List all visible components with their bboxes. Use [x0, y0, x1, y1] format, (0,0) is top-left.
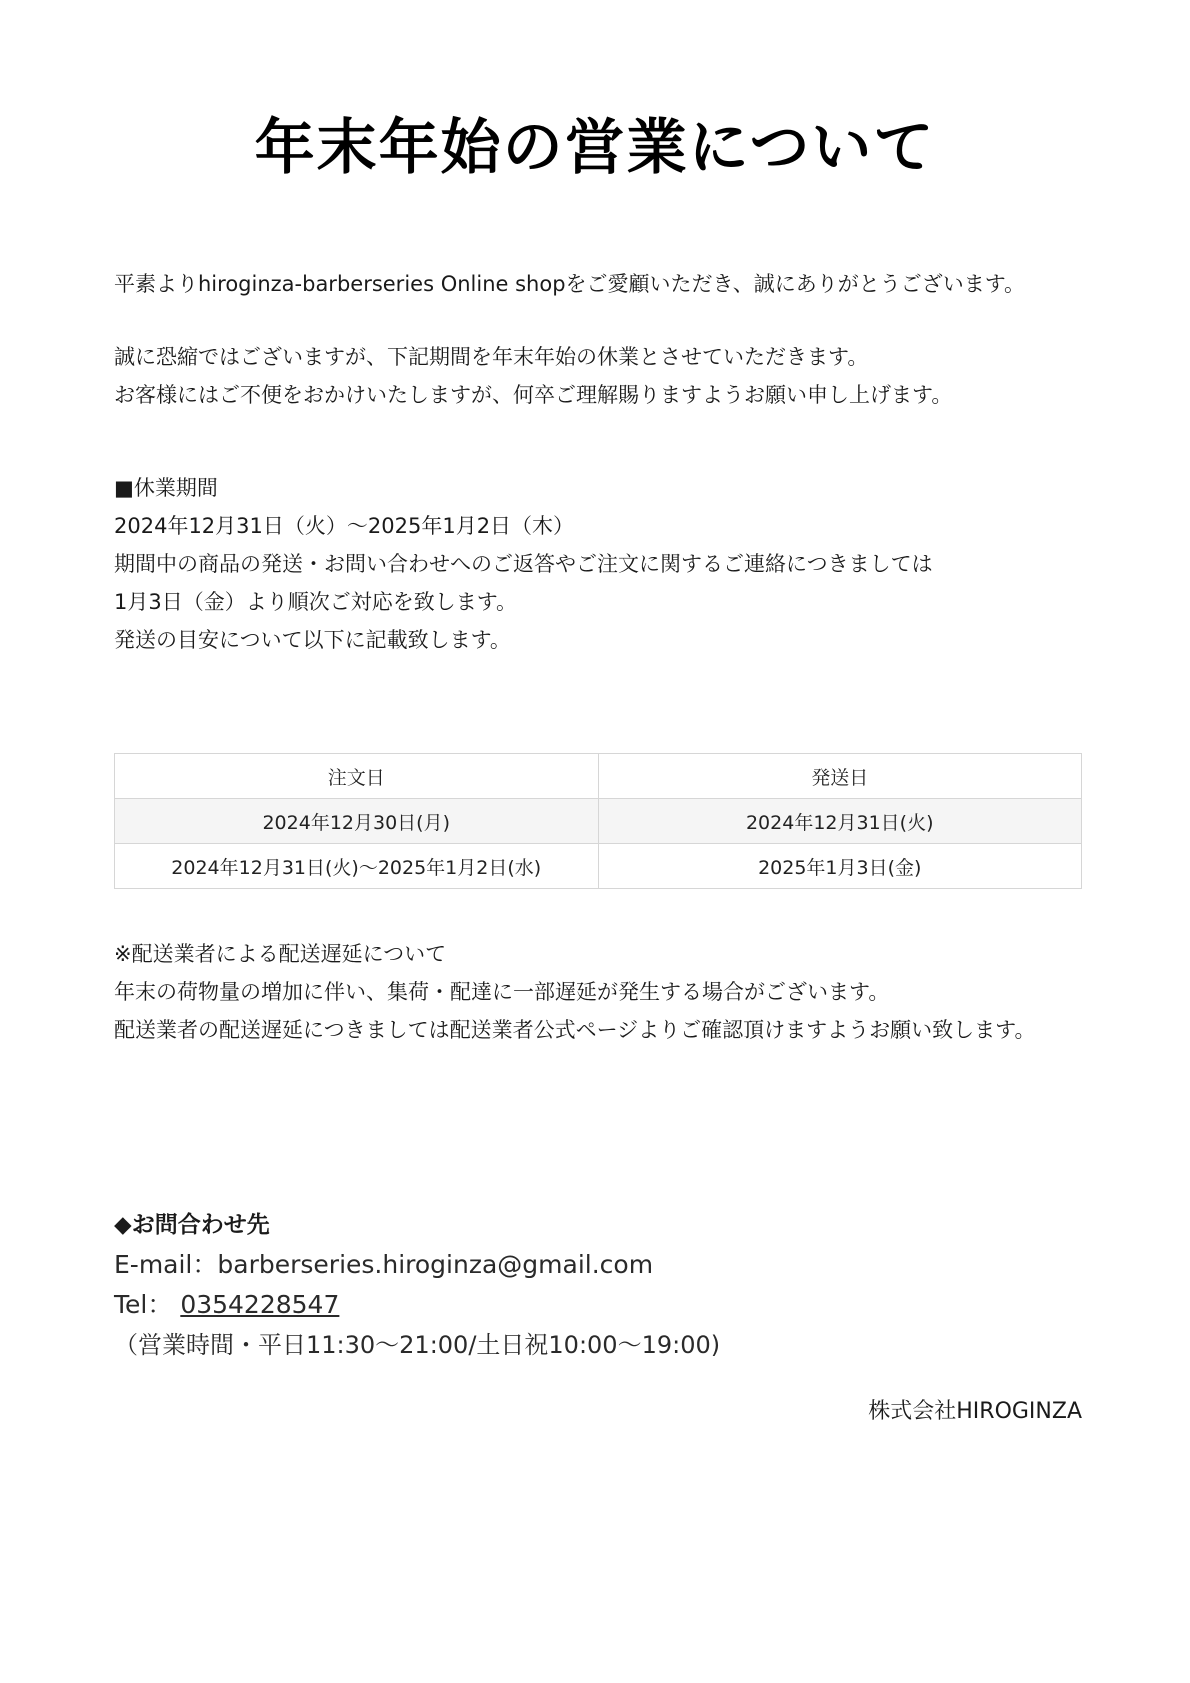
- table-header-row: [115, 754, 1082, 799]
- tel-label: Tel：: [114, 1290, 173, 1319]
- closure-heading: ■休業期間: [114, 476, 218, 500]
- delay-line-2: 配送業者の配送遅延につきましては配送業者公式ページよりご確認頂けますようお願い致します。: [114, 1018, 1036, 1042]
- page-title: 年末年始の営業について: [254, 113, 936, 183]
- closure-section: [114, 469, 1094, 659]
- closure-line-3: 発送の目安について以下に記載致します。: [114, 628, 511, 652]
- table-row: [115, 844, 1082, 889]
- header-ship-date: 発送日: [598, 754, 1082, 799]
- closure-line-1: 期間中の商品の発送・お問い合わせへのご返答やご注文に関するご連絡につきましては: [114, 552, 933, 576]
- order-date-cell: 2024年12月30日(月): [115, 799, 599, 844]
- closure-line-2: 1月3日（金）より順次ご対応を致します。: [114, 590, 518, 614]
- delay-notice: [114, 935, 1094, 1049]
- header-order-date: 注文日: [115, 754, 599, 799]
- apology-paragraph: [114, 338, 1094, 414]
- intro-paragraph: [114, 265, 1094, 303]
- business-hours: （営業時間・平日11:30〜21:00/土日祝10:00〜19:00): [114, 1331, 721, 1359]
- tel-line: [114, 1285, 1094, 1325]
- apology-line-2: お客様にはご不便をおかけいたしますが、何卒ご理解賜りますようお願い申し上げます。: [114, 383, 953, 407]
- table-row: [115, 799, 1082, 844]
- shipping-schedule-table: [114, 753, 1082, 889]
- ship-date-cell: 2024年12月31日(火): [598, 799, 1082, 844]
- ship-date-cell: 2025年1月3日(金): [598, 844, 1082, 889]
- email-address: barberseries.hiroginza@gmail.com: [217, 1250, 654, 1279]
- order-date-cell: 2024年12月31日(火)〜2025年1月2日(水): [115, 844, 599, 889]
- delay-line-1: 年末の荷物量の増加に伴い、集荷・配達に一部遅延が発生する場合がございます。: [114, 980, 890, 1004]
- company-name: 株式会社HIROGINZA: [868, 1399, 1082, 1424]
- email-line: [114, 1245, 1094, 1285]
- tel-link[interactable]: 0354228547: [180, 1290, 340, 1319]
- delay-heading: ※配送業者による配送遅延について: [114, 942, 447, 966]
- email-label: E-mail：: [114, 1250, 218, 1279]
- closure-period: 2024年12月31日（火）〜2025年1月2日（木）: [114, 514, 575, 538]
- apology-line-1: 誠に恐縮ではございますが、下記期間を年末年始の休業とさせていただきます。: [114, 345, 869, 369]
- intro-line: 平素よりhiroginza-barberseries Online shopをご愛顧いただき、誠にありがとうございます。: [114, 272, 1026, 296]
- contact-heading: ◆お問合わせ先: [114, 1212, 270, 1238]
- contact-section: [114, 1205, 1094, 1365]
